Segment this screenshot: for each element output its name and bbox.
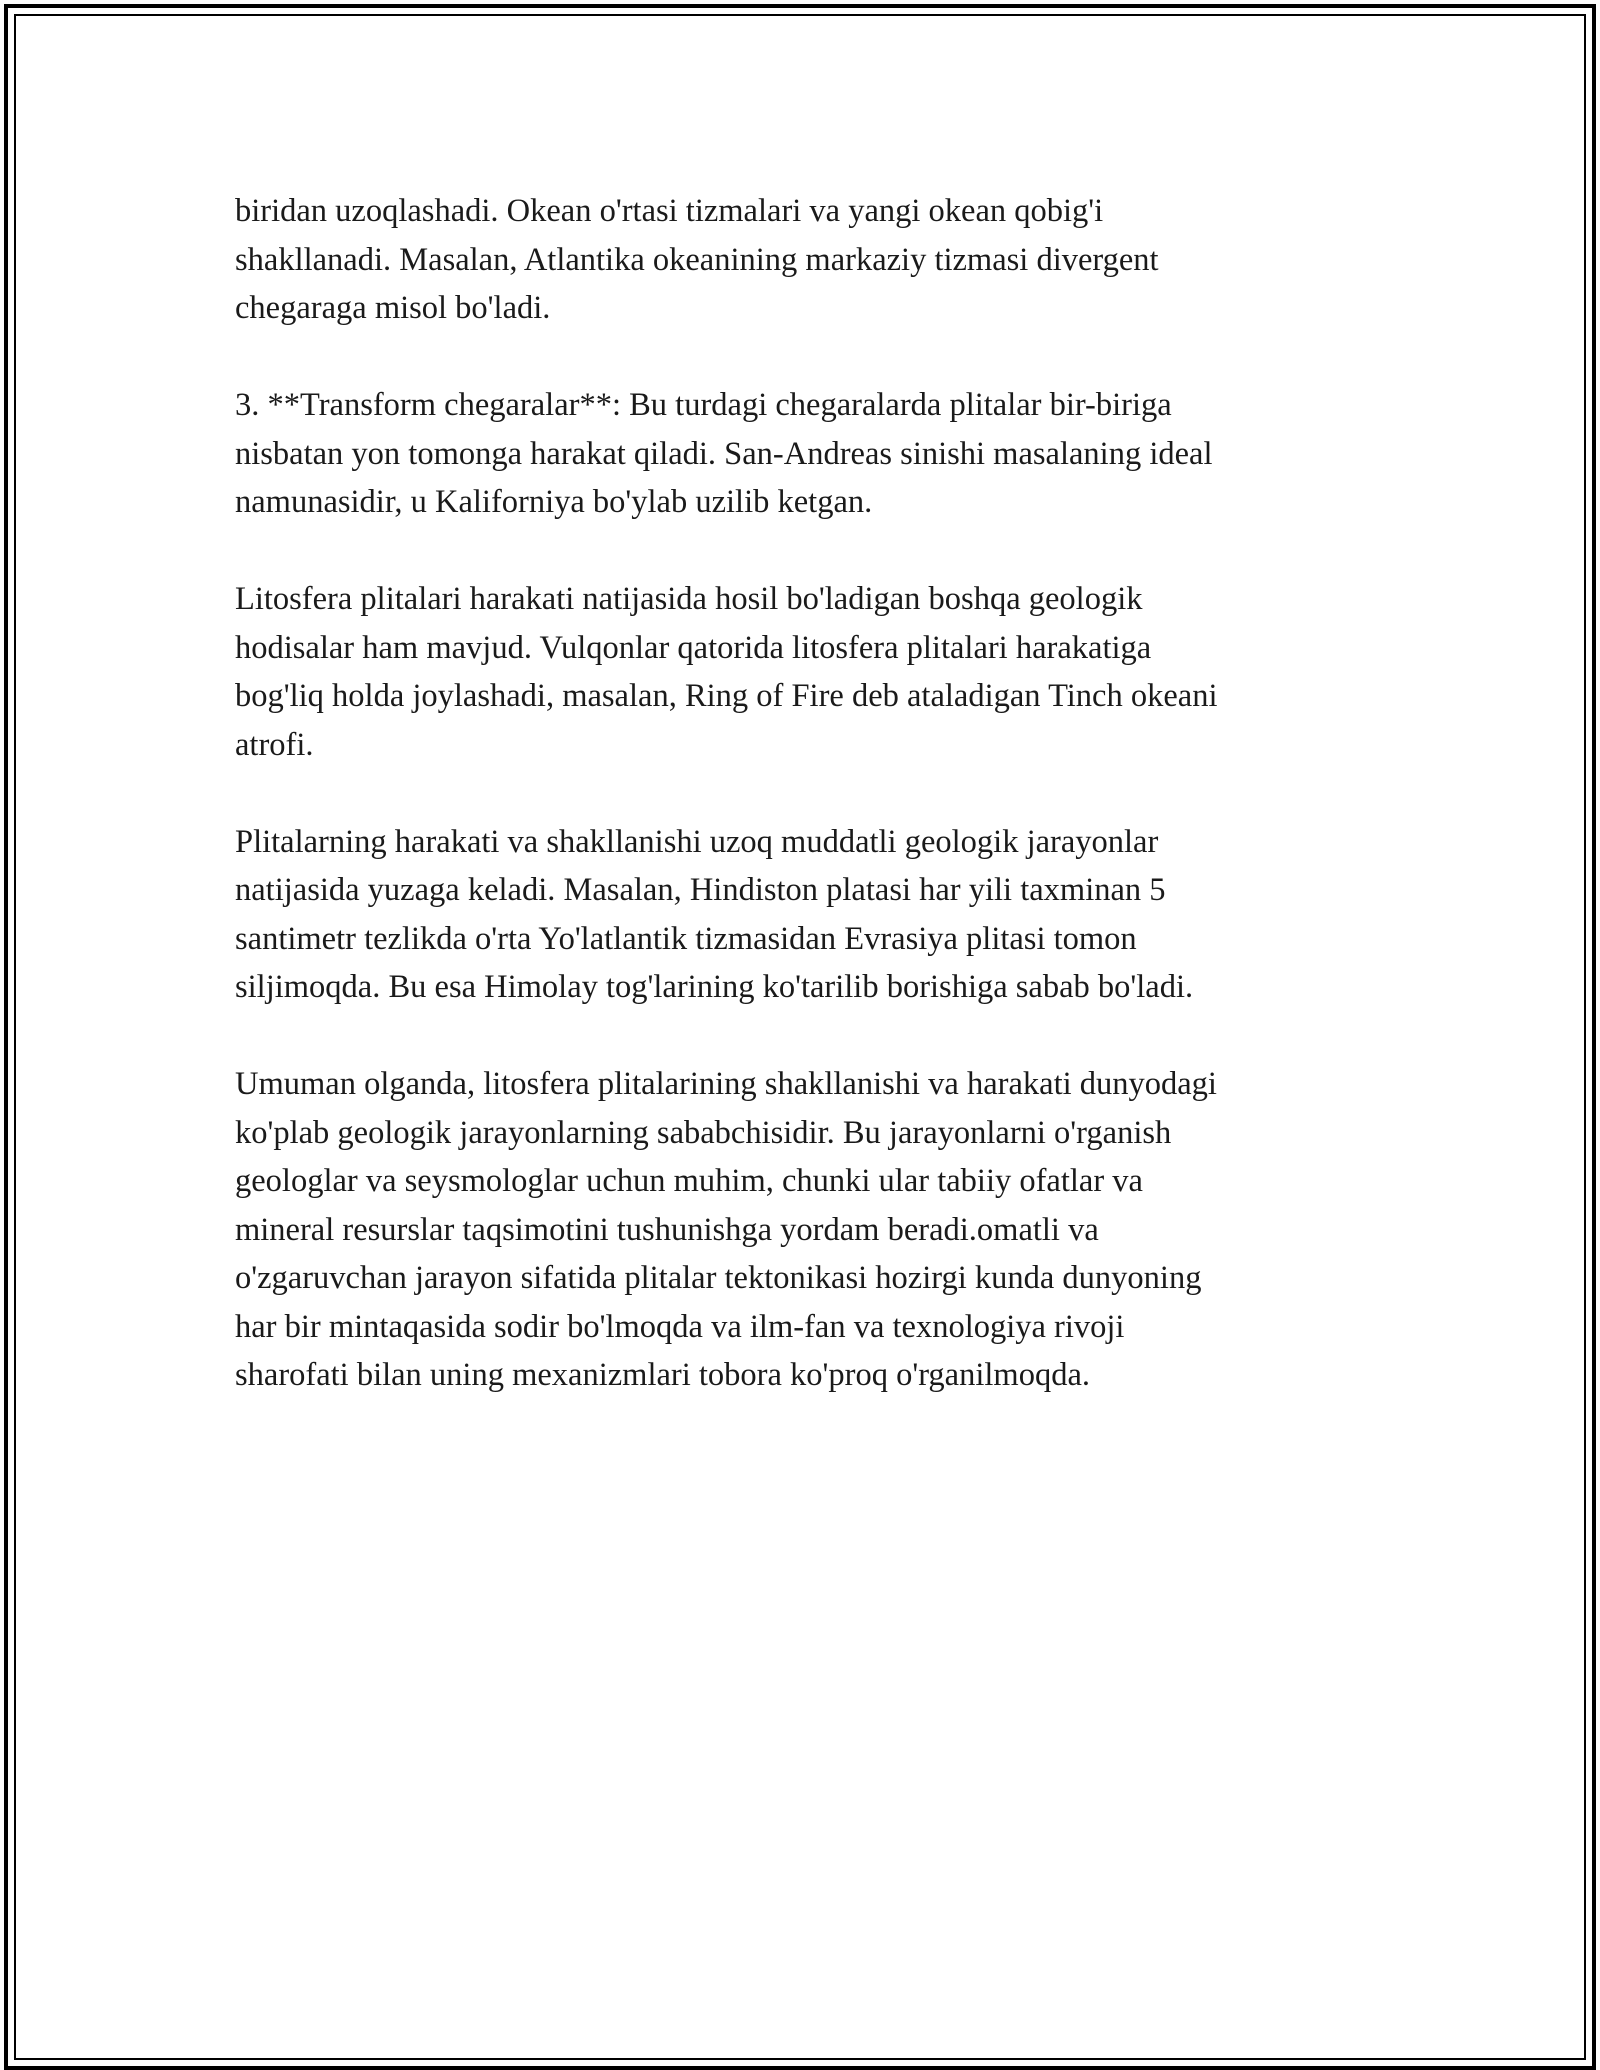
paragraph-conclusion: Umuman olganda, litosfera plitalarining shakllanishi va harakati dunyodagi ko'plab geologik jarayonlarning sababchisidir. Bu jarayonlarni o'rganish geologlar va seysmologlar uchun muhim, chunki ular tabiiy ofatlar va mineral resurslar taqsimotini tushunishga yordam beradi.omatli va o'zgaruvchan jarayon sifatida plitalar tektonikasi hozirgi kunda dunyoning har bir mintaqasida sodir bo'lmoqda va ilm-fan va texnologiya rivoji sharofati bilan uning mexanizmlari tobora ko'proq o'rganilmoqda. [235, 1066, 1217, 1393]
document-body [235, 187, 1365, 1448]
paragraph-transform-boundaries: 3. **Transform chegaralar**: Bu turdagi chegaralarda plitalar bir-biriga nisbatan yon tomonga harakat qiladi. San-Andreas sinishi masalaning ideal namunasidir, u Kaliforniya bo'ylab uzilib ketgan. [235, 387, 1213, 520]
paragraph-volcanoes: Litosfera plitalari harakati natijasida hosil bo'ladigan boshqa geologik hodisalar ham mavjud. Vulqonlar qatorida litosfera plitalari harakatiga bog'liq holda joylashadi, masalan, Ring of Fire deb ataladigan Tinch okeani atrofi. [235, 581, 1218, 763]
paragraph-divergent-continuation: biridan uzoqlashadi. Okean o'rtasi tizmalari va yangi okean qobig'i shakllanadi. Masalan, Atlantika okeanining markaziy tizmasi divergent chegaraga misol bo'ladi. [235, 193, 1159, 326]
paragraph-plate-movement: Plitalarning harakati va shakllanishi uzoq muddatli geologik jarayonlar natijasida yuzaga keladi. Masalan, Hindiston platasi har yili taxminan 5 santimetr tezlikda o'rta Yo'latlantik tizmasidan Evrasiya plitasi tomon siljimoqda. Bu esa Himolay tog'larining ko'tarilib borishiga sabab bo'ladi. [235, 823, 1194, 1005]
